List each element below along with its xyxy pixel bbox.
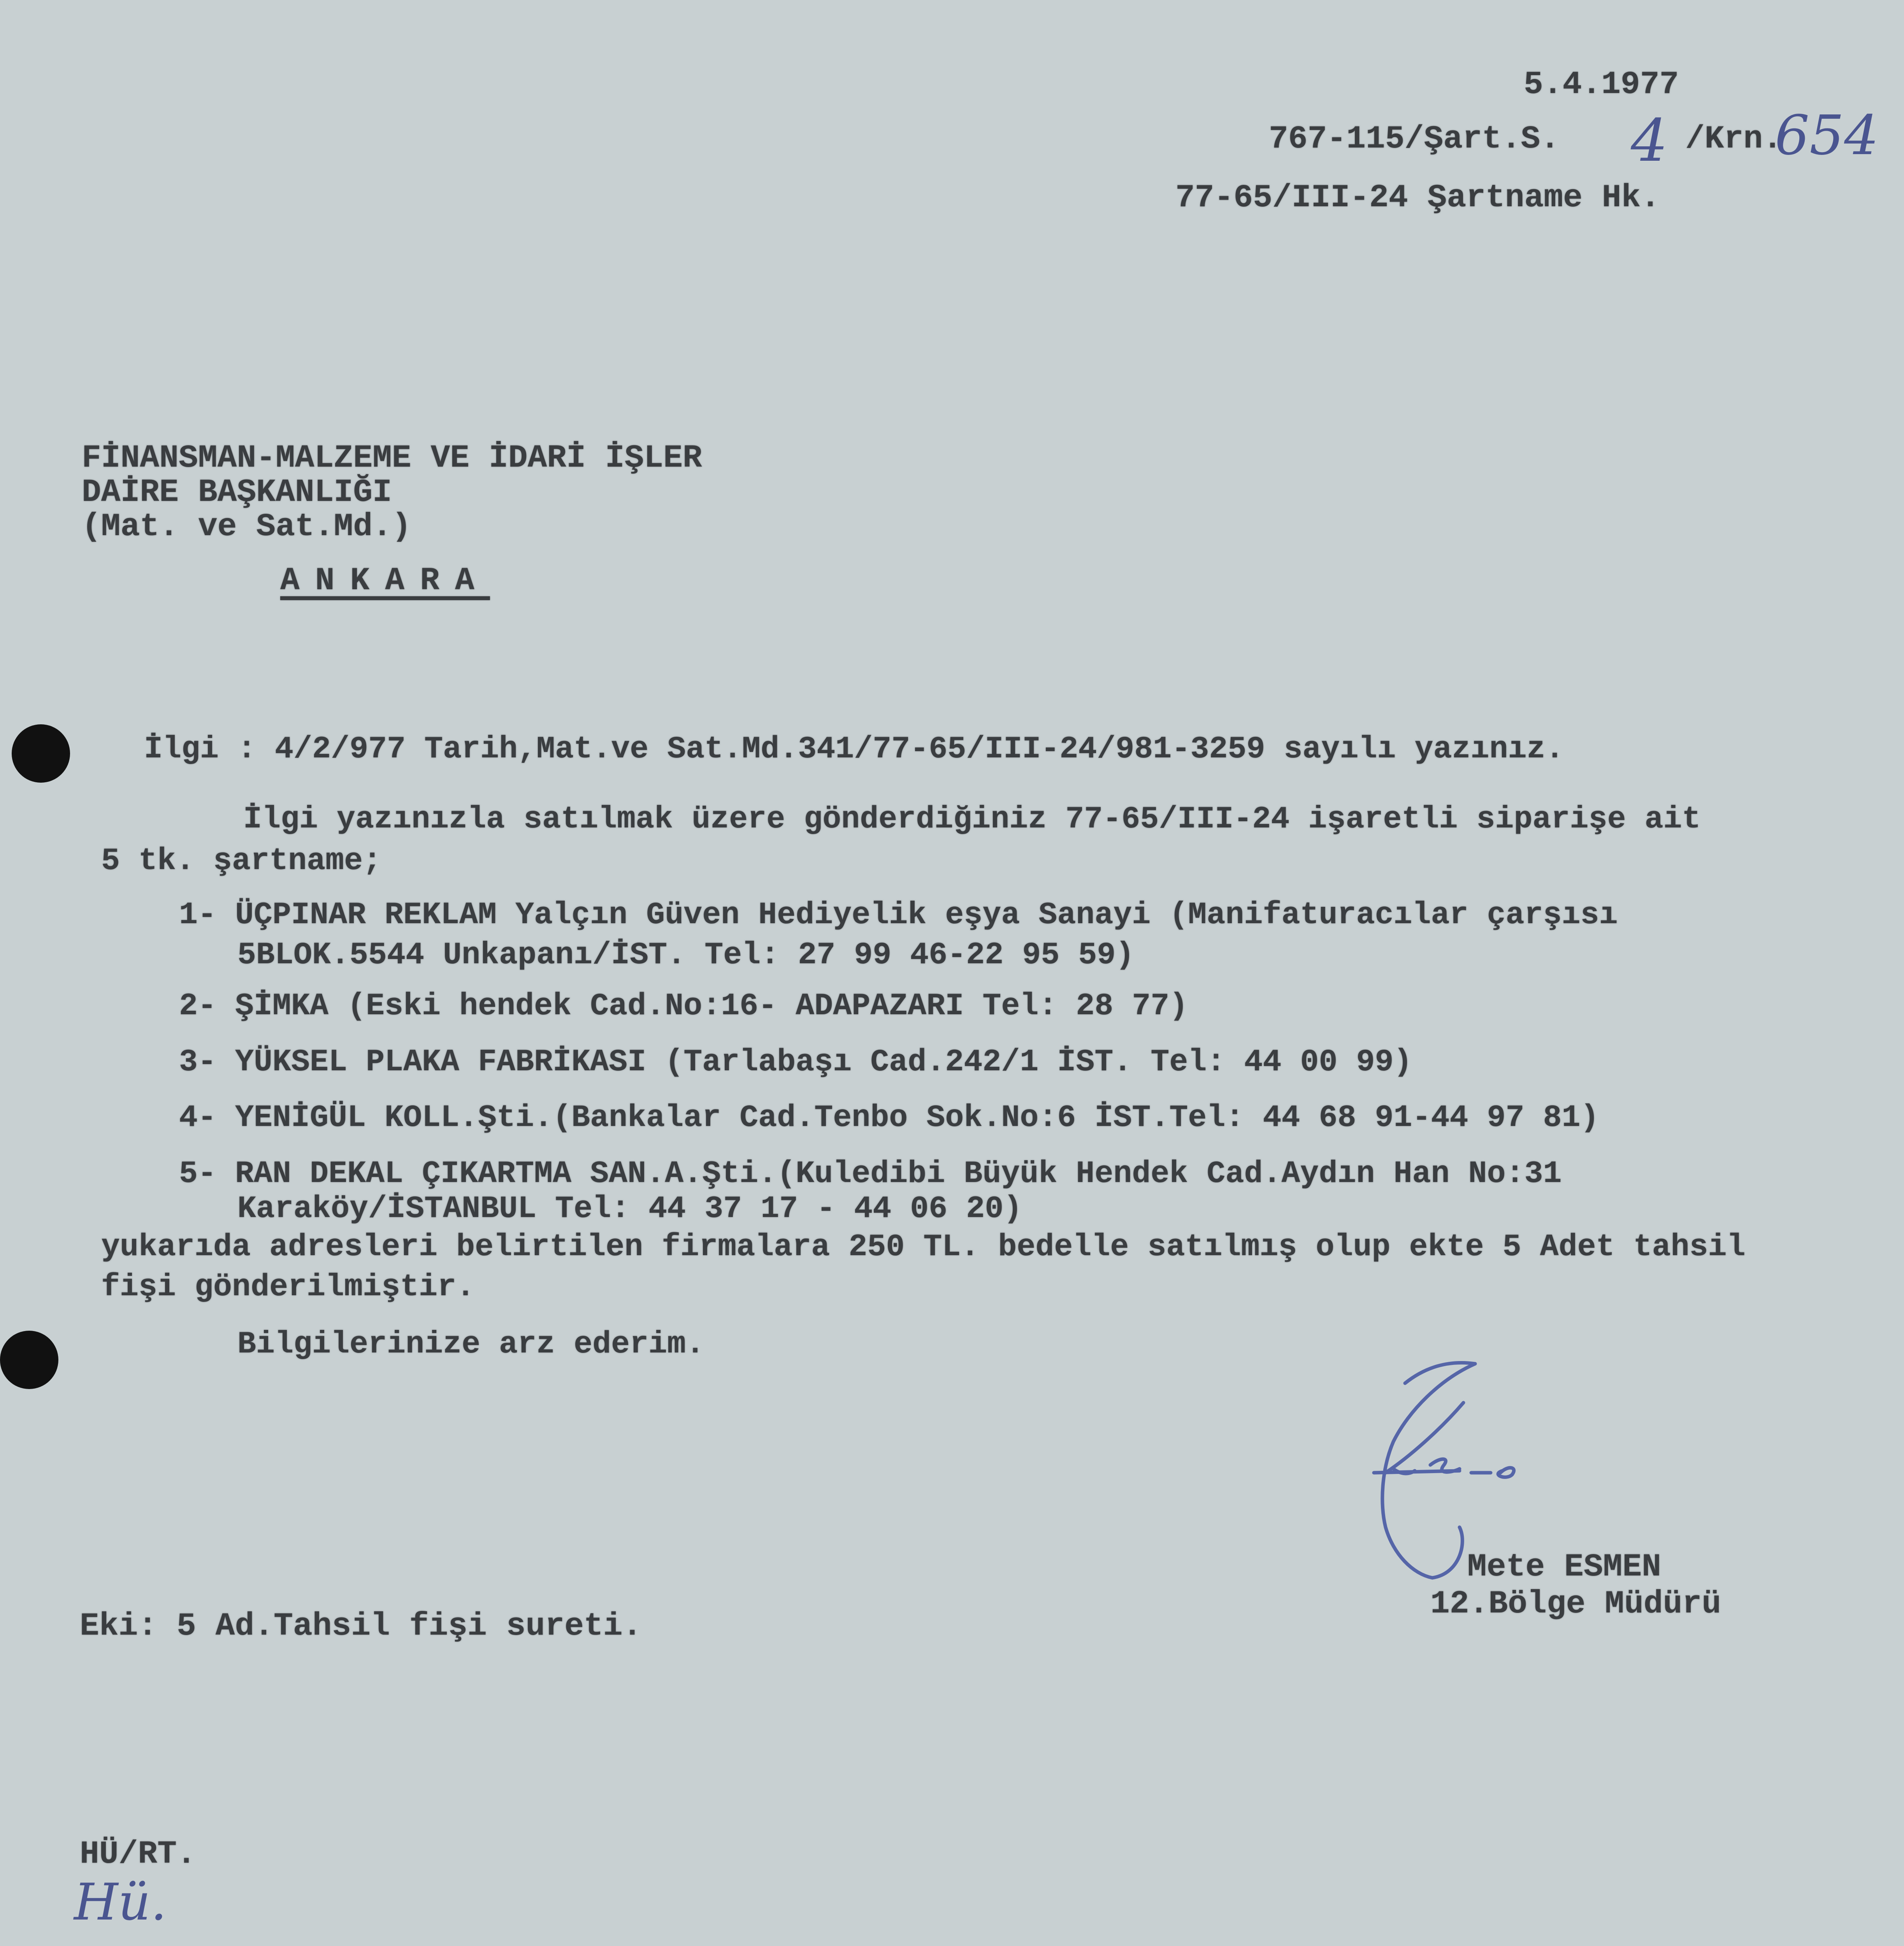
- handwritten-reference-number: 4: [1631, 107, 1668, 175]
- intro-line-2: 5 tk. şartname;: [101, 843, 382, 879]
- letter-date: 5.4.1977: [1524, 66, 1679, 103]
- subject-line: 77-65/III-24 Şartname Hk.: [1175, 179, 1660, 216]
- punch-hole: [12, 724, 70, 783]
- list-item: 1- ÜÇPINAR REKLAM Yalçın Güven Hediyelik eşya Sanayi (Manifaturacılar çarşısı: [179, 897, 1618, 933]
- reference-line: İlgi : 4/2/977 Tarih,Mat.ve Sat.Md.341/77-65/III-24/981-3259 sayılı yazınız.: [144, 732, 1564, 767]
- list-item-continuation: 5BLOK.5544 Unkapanı/İST. Tel: 27 99 46-22 95 59): [237, 938, 1135, 973]
- handwritten-initials: Hü.: [74, 1872, 167, 1932]
- reference-prefix: 767-115/Şart.S.: [1269, 121, 1560, 157]
- closing-line-1: yukarıda adresleri belirtilen firmalara 250 TL. bedelle satılmış olup ekte 5 Adet tahsil: [101, 1229, 1746, 1265]
- punch-hole: [0, 1331, 58, 1389]
- krn-label: /Krn.: [1685, 121, 1783, 157]
- recipient-city: ANKARA: [280, 562, 490, 599]
- list-item: 4- YENİGÜL KOLL.Şti.(Bankalar Cad.Tenbo Sok.No:6 İST.Tel: 44 68 91-44 97 81): [179, 1100, 1599, 1136]
- recipient-line-3: (Mat. ve Sat.Md.): [82, 508, 411, 545]
- intro-line-1: İlgi yazınızla satılmak üzere gönderdiğiniz 77-65/III-24 işaretli siparişe ait: [243, 802, 1701, 837]
- recipient-line-2: DAİRE BAŞKANLIĞI: [82, 474, 392, 511]
- signatory-name: Mete ESMEN: [1467, 1549, 1662, 1585]
- attachment-line: Eki: 5 Ad.Tahsil fişi sureti.: [80, 1608, 642, 1644]
- closing-line-2: fişi gönderilmiştir.: [101, 1270, 475, 1305]
- recipient-line-1: FİNANSMAN-MALZEME VE İDARİ İŞLER: [82, 440, 702, 476]
- regards-line: Bilgilerinize arz ederim.: [237, 1327, 705, 1362]
- typist-initials: HÜ/RT.: [80, 1836, 196, 1872]
- list-item-continuation: Karaköy/İSTANBUL Tel: 44 37 17 - 44 06 20): [237, 1191, 1022, 1227]
- list-item: 5- RAN DEKAL ÇIKARTMA SAN.A.Şti.(Kuledibi Büyük Hendek Cad.Aydın Han No:31: [179, 1156, 1562, 1192]
- list-item: 2- ŞİMKA (Eski hendek Cad.No:16- ADAPAZARI Tel: 28 77): [179, 989, 1188, 1024]
- list-item: 3- YÜKSEL PLAKA FABRİKASI (Tarlabaşı Cad.242/1 İST. Tel: 44 00 99): [179, 1045, 1412, 1080]
- handwritten-krn-number: 654: [1775, 104, 1879, 167]
- signatory-title: 12.Bölge Müdürü: [1430, 1586, 1721, 1622]
